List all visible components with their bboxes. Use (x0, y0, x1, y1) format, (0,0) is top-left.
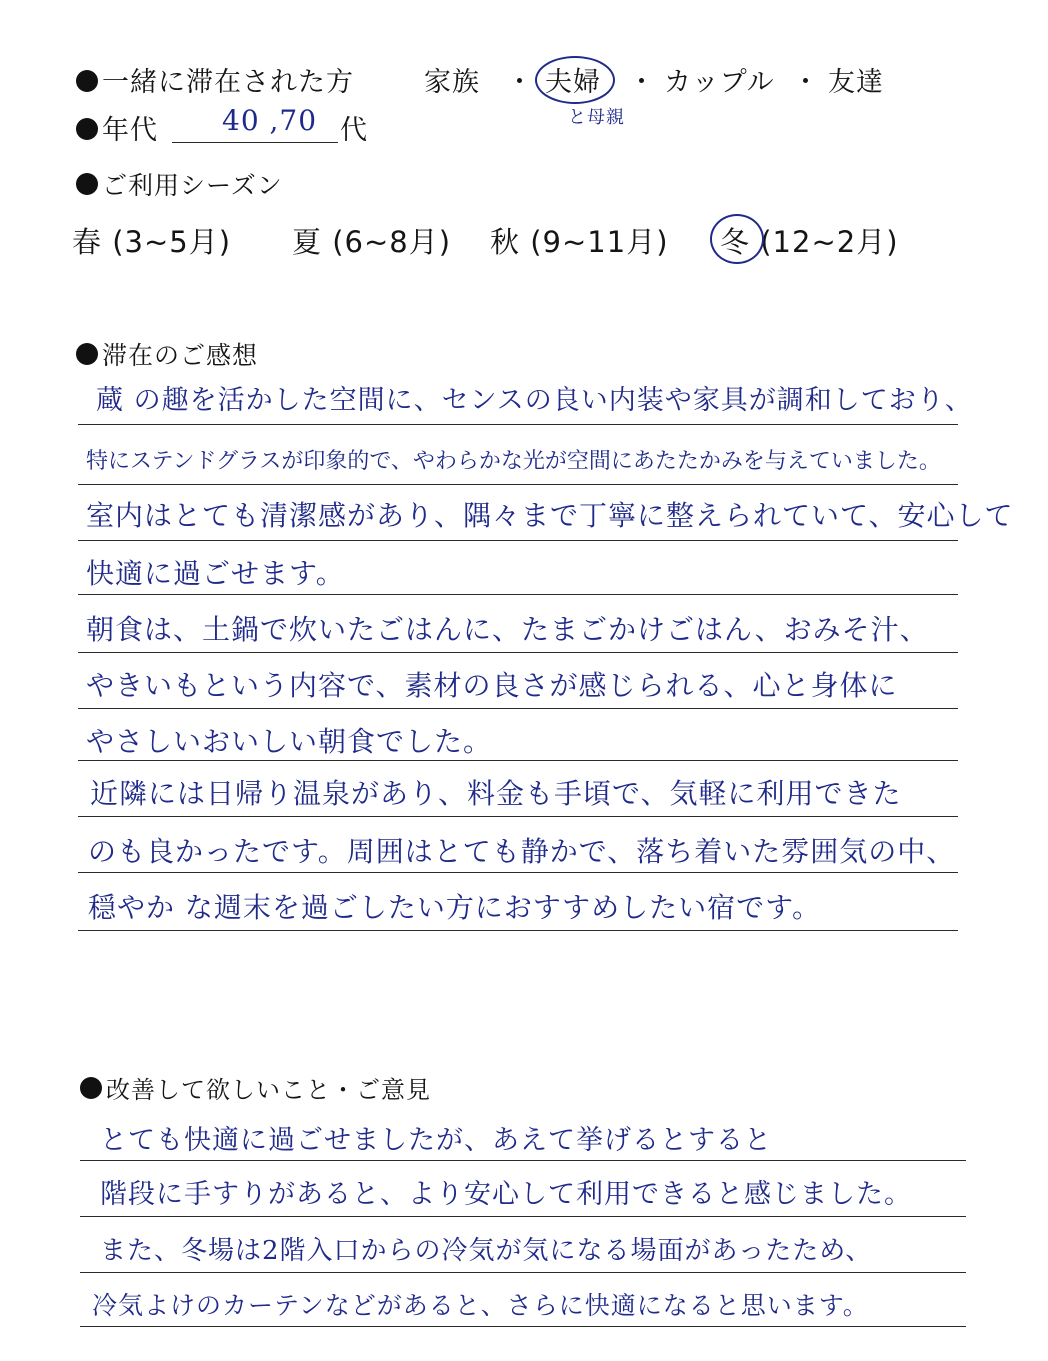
age-label: 年代 (102, 115, 158, 146)
season-option-summer[interactable] (292, 220, 451, 261)
age-value[interactable]: 40 ,70 (222, 104, 318, 137)
impression-line: 特にステンドグラスが印象的で、やわらかな光が空間にあたたかみを与えていました。 (86, 449, 941, 474)
season-option-spring[interactable] (72, 220, 231, 261)
season-name: 夏 (292, 225, 323, 259)
bullet-icon (76, 173, 98, 195)
impression-line: 朝食は、土鍋で炊いたごはんに、たまごかけごはん、おみそ汁、 (86, 613, 929, 646)
season-range: (6~8月) (332, 225, 452, 259)
season-range: (12~2月) (760, 225, 899, 259)
ruled-line (80, 1216, 966, 1217)
impression-line: 室内はとても清潔感があり、隅々まで丁寧に整えられていて、安心して (86, 499, 1014, 532)
selection-circle (710, 214, 764, 264)
improvement-line: とても快適に過ごせましたが、あえて挙げるとすると (100, 1125, 772, 1156)
ruled-line (78, 708, 958, 709)
ruled-line (78, 424, 958, 425)
companion-note: と母親 (568, 107, 625, 128)
ruled-line (80, 1272, 966, 1273)
companion-option-friends[interactable]: 友達 (828, 67, 884, 98)
season-name: 冬 (720, 225, 751, 259)
season-range: (9~11月) (530, 225, 669, 259)
separator: ・ (506, 67, 534, 98)
separator: ・ (628, 67, 656, 98)
season-label-group (76, 166, 283, 202)
impression-line: やきいもという内容で、素材の良さが感じられる、心と身体に (86, 669, 898, 702)
ruled-line (78, 484, 958, 485)
improvement-line: また、冬場は2階入口からの冷気が気になる場面があったため、 (100, 1236, 873, 1266)
season-option-autumn[interactable] (490, 220, 669, 261)
impression-line: やさしいおいしい朝食でした。 (86, 725, 493, 758)
ruled-line (78, 594, 958, 595)
impression-line: 近隣には日帰り温泉があり、料金も手頃で、気軽に利用できた (90, 777, 902, 810)
impressions-label-group (76, 336, 258, 372)
ruled-line (78, 652, 958, 653)
selection-circle (535, 56, 615, 104)
improvement-line: 階段に手すりがあると、より安心して利用できると感じました。 (100, 1179, 912, 1210)
ruled-line (80, 1160, 966, 1161)
age-underline (172, 142, 338, 143)
companion-option-couple[interactable]: カップル (664, 67, 775, 98)
season-name: 秋 (490, 225, 521, 259)
impression-line: 快適に過ごせます。 (86, 557, 345, 590)
impressions-label: 滞在のご感想 (102, 341, 259, 370)
ruled-line (78, 816, 958, 817)
ruled-line (80, 1326, 966, 1327)
impression-line: 穏やか な週末を過ごしたい方におすすめしたい宿です。 (88, 891, 821, 924)
companion-option-couple-married[interactable]: 夫婦 (545, 67, 601, 98)
companions-row (76, 60, 354, 99)
age-label-group (76, 108, 158, 147)
season-range: (3~5月) (112, 225, 232, 259)
bullet-icon (76, 118, 98, 140)
improvements-label-group (80, 1070, 431, 1105)
ruled-line (78, 760, 958, 761)
improvements-label: 改善して欲しいこと・ご意見 (106, 1076, 431, 1104)
companions-label: 一緒に滞在された方 (102, 67, 354, 98)
impression-line: のも良かったです。周囲はとても静かで、落ち着いた雰囲気の中、 (88, 835, 956, 868)
separator: ・ (792, 67, 820, 98)
ruled-line (78, 540, 958, 541)
bullet-icon (76, 70, 98, 92)
season-name: 春 (72, 225, 103, 259)
ruled-line (78, 872, 958, 873)
improvement-line: 冷気よけのカーテンなどがあると、さらに快適になると思います。 (92, 1291, 869, 1320)
bullet-icon (80, 1077, 102, 1099)
companion-option-family[interactable]: 家族 (424, 67, 480, 98)
age-suffix: 代 (340, 115, 368, 146)
ruled-line (78, 930, 958, 931)
bullet-icon (76, 343, 98, 365)
impression-line: 蔵 の趣を活かした空間に、センスの良い内装や家具が調和しており、 (96, 385, 973, 416)
season-label: ご利用シーズン (102, 171, 283, 200)
